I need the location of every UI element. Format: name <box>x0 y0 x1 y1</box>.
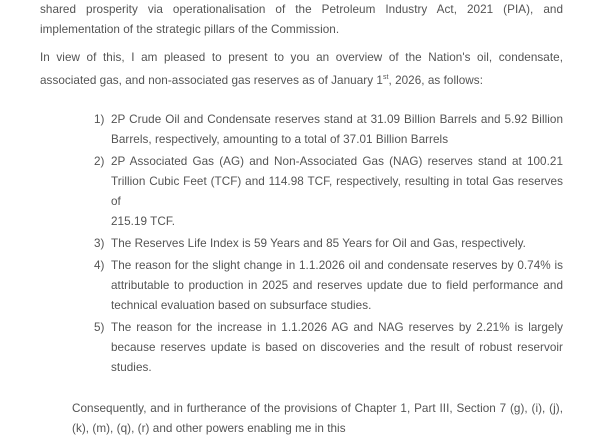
paragraph-line: Consequently, and in furtherance of the provisions of Chapter 1, Part III, Section 7 (g), (i), (j), <box>72 401 563 415</box>
paragraph-shared-prosperity <box>40 0 563 40</box>
paragraph-line <box>40 68 563 91</box>
paragraph-consequently <box>72 399 563 439</box>
list-marker: 1) <box>94 112 105 126</box>
list-item-reserves-life-index <box>94 234 563 254</box>
list-item-line: 2P Crude Oil and Condensate reserves stand at 31.09 Billion Barrels and 5.92 Billion <box>111 112 563 126</box>
paragraph-overview-intro <box>40 48 563 91</box>
list-item-line: 2P Associated Gas (AG) and Non-Associated Gas (NAG) reserves stand at 100.21 <box>111 154 563 168</box>
list-item-line: Trillion Cubic Feet (TCF) and 114.98 TCF, respectively, resulting in total Gas reserves of <box>111 174 563 208</box>
list-item-line: because reserves update is based on discoveries and the result of robust reservoir <box>111 340 563 354</box>
list-item-crude-oil-reserves <box>94 110 563 150</box>
numbered-list <box>94 110 563 378</box>
list-marker: 2) <box>94 154 105 168</box>
paragraph-line: In view of this, I am pleased to present to you an overview of the Nation's oil, condensate, <box>40 51 563 64</box>
list-item-line: The Reserves Life Index is 59 Years and 85 Years for Oil and Gas, respectively. <box>111 236 526 250</box>
paragraph-line: shared prosperity via operationalisation of the Petroleum Industry Act, 2021 (PIA), and <box>40 3 563 16</box>
list-item-line: Barrels, respectively, amounting to a total of 37.01 Billion Barrels <box>111 132 449 146</box>
list-marker: 4) <box>94 258 105 272</box>
list-item-line: The reason for the increase in 1.1.2026 AG and NAG reserves by 2.21% is largely <box>111 320 563 334</box>
list-marker: 3) <box>94 236 105 250</box>
list-marker: 5) <box>94 320 105 334</box>
superscript-ordinal: st <box>382 74 389 81</box>
date-text-post: , 2026, as follows: <box>388 73 483 87</box>
list-item-line: The reason for the slight change in 1.1.2026 oil and condensate reserves by 0.74% is <box>111 258 563 272</box>
list-item-line: attributable to production in 2025 and reserves update due to field performance and <box>111 278 563 292</box>
list-item-gas-reserves <box>94 152 563 232</box>
date-text-pre: associated gas, and non-associated gas reserves as of January 1 <box>40 73 383 87</box>
list-item-gas-increase-reason <box>94 318 563 378</box>
list-item-line: studies. <box>111 360 152 374</box>
list-item-line: technical evaluation based on subsurface studies. <box>111 298 372 312</box>
paragraph-line: implementation of the strategic pillars of the Commission. <box>40 23 340 36</box>
list-item-line: 215.19 TCF. <box>111 214 176 228</box>
list-item-oil-change-reason <box>94 256 563 316</box>
paragraph-line: (k), (m), (q), (r) and other powers enabling me in this <box>72 421 346 435</box>
